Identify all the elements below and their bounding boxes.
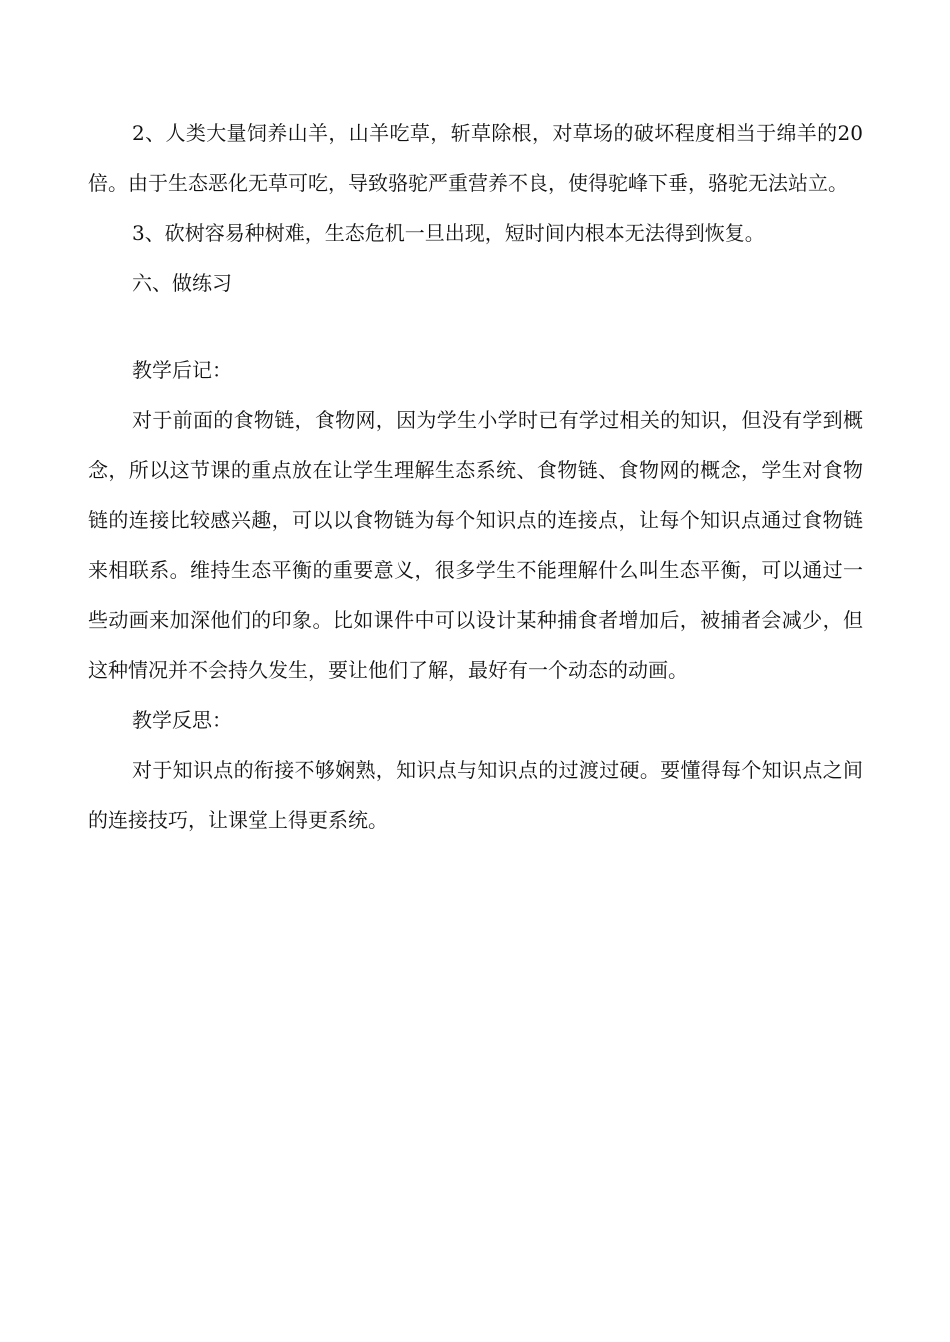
reflection-body: 对于知识点的衔接不够娴熟，知识点与知识点的过渡过硬。要懂得每个知识点之间的连接技巧，让课堂上得更系统。: [88, 758, 863, 832]
paragraph-point-2: 2、人类大量饲养山羊，山羊吃草，斩草除根，对草场的破坏程度相当于绵羊的20倍。由于生态恶化无草可吃，导致骆驼严重营养不良，使得驼峰下垂，骆驼无法站立。: [88, 121, 863, 195]
paragraph-point-3: 3、砍树容易种树难，生态危机一旦出现，短时间内根本无法得到恢复。: [132, 221, 765, 245]
afterword-heading: 教学后记：: [132, 358, 232, 382]
section-heading-exercise: 六、做练习: [132, 271, 232, 295]
document-page: [88, 108, 863, 845]
section-gap: [88, 308, 863, 345]
reflection-heading: 教学反思：: [132, 708, 232, 732]
afterword-body: 对于前面的食物链，食物网，因为学生小学时已有学过相关的知识，但没有学到概念，所以这节课的重点放在让学生理解生态系统、食物链、食物网的概念，学生对食物链的连接比较感兴趣，可以以食物链为每个知识点的连接点，让每个知识点通过食物链来相联系。维持生态平衡的重要意义，很多学生不能理解什么叫生态平衡，可以通过一些动画来加深他们的印象。比如课件中可以设计某种捕食者增加后，被捕者会减少，但这种情况并不会持久发生，要让他们了解，最好有一个动态的动画。: [88, 408, 863, 682]
